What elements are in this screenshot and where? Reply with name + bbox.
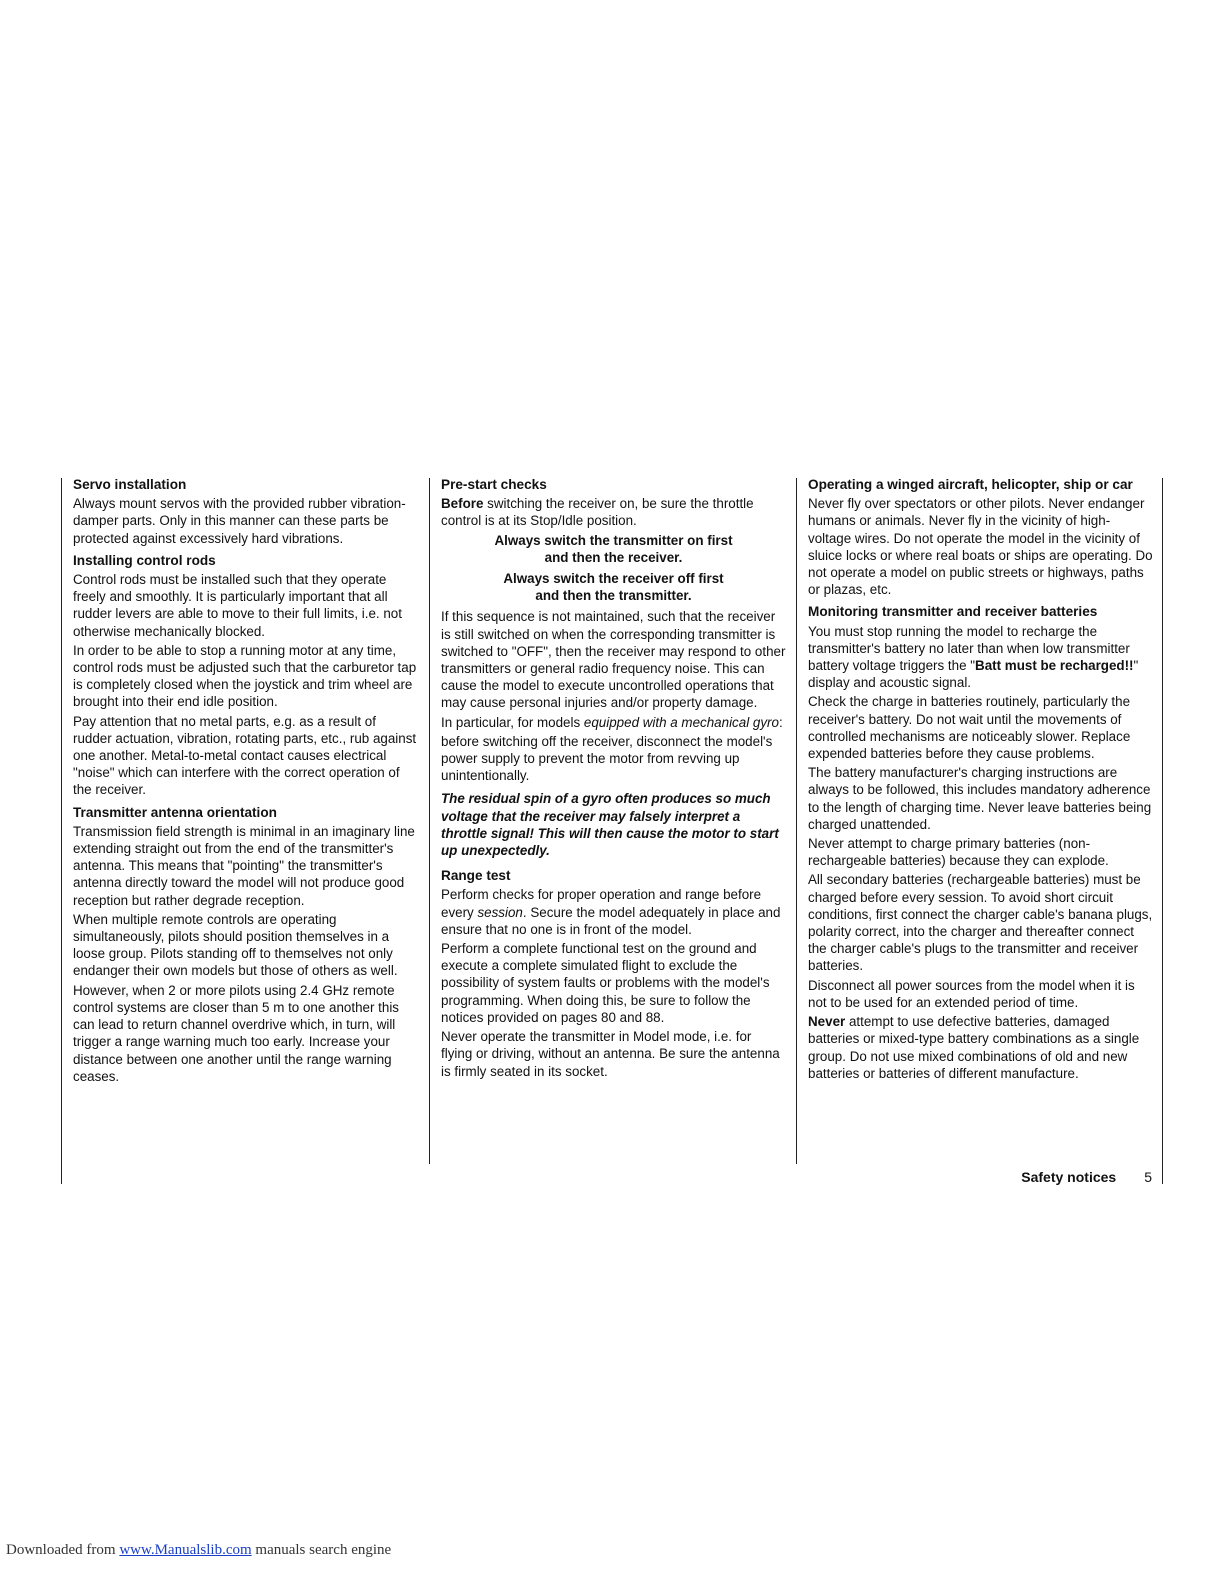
download-prefix: Downloaded from [6, 1542, 120, 1558]
download-suffix: manuals search engine [251, 1542, 392, 1558]
heading-range-test: Range test [441, 868, 511, 884]
paragraph: Disconnect all power sources from the model when it is not to be used for an extended period of time. [808, 977, 1135, 1010]
paragraph: When multiple remote controls are operating simultaneously, pilots should position themselves in a loose group. Pilots standing off to themselves not only endanger their own models but those of others as well. [73, 911, 398, 979]
column-1 [73, 476, 418, 1090]
text: : [778, 714, 783, 730]
paragraph: Never operate the transmitter in Model mode, i.e. for flying or driving, without an antenna. Be sure the antenna is firmly seated in its socket. [441, 1029, 780, 1079]
paragraph [808, 1013, 1153, 1082]
download-banner [6, 1542, 391, 1559]
column-rule-middle-1 [429, 478, 430, 1164]
section-operating [808, 476, 1153, 598]
notice-line: and then the transmitter. [535, 588, 692, 604]
notice-line: Always switch the transmitter on first [494, 532, 733, 548]
text: In particular, for models [441, 714, 584, 730]
text: Perform checks for proper operation and range before every [441, 887, 762, 920]
italic-text: equipped with a mechanical gyro [583, 714, 779, 730]
column-rule-middle-2 [796, 478, 797, 1164]
paragraph: before switching off the receiver, disconnect the model's power supply to prevent the motor from revving up unintentionally. [441, 733, 773, 784]
bold-text: Never [808, 1014, 846, 1030]
heading-antenna-orientation: Transmitter antenna orientation [73, 804, 277, 820]
italic-text: session [477, 904, 523, 920]
section-monitoring-batteries [808, 603, 1153, 1081]
paragraph: Transmission field strength is minimal in an imaginary line extending straight out from the end of the transmitter's antenna. This means that "pointing" the transmitter's antenna directly toward the model will not produce good reception but rather degrade reception. [73, 823, 415, 908]
paragraph [441, 714, 786, 731]
paragraph: Always mount servos with the provided rubber vibration-damper parts. Only in this manner can these parts be protected against excessively hard vibrations. [73, 496, 406, 546]
heading-operating: Operating a winged aircraft, helicopter, ship or car [808, 477, 1133, 492]
heading-installing-control-rods: Installing control rods [73, 552, 216, 568]
paragraph [441, 886, 786, 938]
paragraph: The battery manufacturer's charging instructions are always to be followed, this includes mandatory adherence to the length of charging time. Never leave batteries being charged unattended. [808, 765, 1152, 832]
paragraph: Perform a complete functional test on the ground and execute a complete simulated flight to exclude the possibility of system faults or problems with the model's programming. When doing this, be sure to follow the notices provided on pages 80 and 88. [441, 941, 770, 1025]
section-antenna-orientation [73, 804, 418, 1085]
centered-notice-2 [441, 570, 786, 604]
column-3 [808, 476, 1153, 1087]
gyro-warning: The residual spin of a gyro often produces so much voltage that the receiver may falsely interpret a throttle signal! This will then cause the motor to start up unexpectedly. [441, 791, 779, 859]
column-2 [441, 476, 786, 1085]
section-installing-control-rods [73, 552, 418, 799]
heading-pre-start-checks: Pre-start checks [441, 477, 547, 492]
column-rule-left [61, 478, 62, 1184]
paragraph: Never fly over spectators or other pilots. Never endanger humans or animals. Never fly in the vicinity of high-voltage wires. Do not operate the model in the vicinity of sluice locks or where real boats or ships are operating. Do not operate a model on public streets or highways, paths or plazas, etc. [808, 496, 1153, 598]
section-servo-installation [73, 476, 418, 547]
centered-notice-1 [441, 532, 786, 566]
paragraph: If this sequence is not maintained, such that the receiver is still switched on when the corresponding transmitter is switched to "OFF", then the receiver may respond to other transmitters or general radio frequency noise. This can cause the model to execute uncontrolled operations that may cause personal injuries and/or property damage. [441, 609, 786, 711]
paragraph: Pay attention that no metal parts, e.g. as a result of rudder actuation, vibration, rotating parts, etc., rub against one another. Metal-to-metal contact causes electrical "noise" which can interfere with the correct operation of the receiver. [73, 713, 417, 798]
text: attempt to use defective batteries, damaged batteries or mixed-type battery combinations as a single group. Do not use mixed combinations of old and new batteries or batteries of different manufacture. [808, 1014, 1140, 1081]
paragraph [808, 623, 1153, 692]
notice-line: and then the receiver. [544, 549, 683, 565]
paragraph: All secondary batteries (rechargeable batteries) must be charged before every session. To avoid short circuit conditions, first connect the charger cable's banana plugs, polarity correct, into the charger and thereafter connect the charger cable's plugs to the transmitter and receiver batteries. [808, 872, 1153, 974]
text: " display and acoustic signal. [808, 658, 1139, 691]
paragraph [441, 495, 786, 529]
text: . Secure the model adequately in place and ensure that no one is in front of the model. [441, 904, 781, 937]
manualslib-link[interactable]: www.Manualslib.com [119, 1542, 252, 1558]
paragraph: Check the charge in batteries routinely, particularly the receiver's battery. Do not wait until the movements of controlled mechanisms are noticeably slower. Replace expended batteries before they cause problems. [808, 694, 1131, 762]
text: switching the receiver on, be sure the throttle control is at its Stop/Idle position. [441, 496, 754, 529]
page-footer [900, 1168, 1152, 1186]
column-rule-right [1162, 478, 1163, 1184]
section-range-test [441, 867, 786, 1079]
paragraph: Control rods must be installed such that they operate freely and smoothly. It is particularly important that all rudder levers are able to move to their full limits, i.e. not otherwise mechanically blocked. [73, 572, 402, 639]
text: You must stop running the model to recharge the transmitter's battery no later than when low transmitter battery voltage triggers the " [808, 623, 1130, 674]
bold-text: Batt must be recharged!! [975, 658, 1134, 674]
page-number: 5 [1144, 1169, 1152, 1185]
paragraph: However, when 2 or more pilots using 2.4 GHz remote control systems are closer than 5 m to one another this can lead to return channel overdrive which, in turn, will trigger a range warning much too early. Increase your distance between one another until the range warning ceases. [73, 982, 399, 1084]
section-pre-start-checks [441, 476, 786, 859]
paragraph: Never attempt to charge primary batteries (non-rechargeable batteries) because they can explode. [808, 836, 1109, 869]
paragraph: In order to be able to stop a running motor at any time, control rods must be adjusted such that the carburetor tap is completely closed when the joystick and trim wheel are brought into their end idle position. [73, 642, 417, 710]
notice-line: Always switch the receiver off first [503, 571, 724, 587]
footer-title: Safety notices [1021, 1169, 1117, 1185]
heading-monitoring-batteries: Monitoring transmitter and receiver batteries [808, 604, 1098, 620]
bold-text: Before [441, 496, 484, 512]
heading-servo-installation: Servo installation [73, 477, 187, 492]
